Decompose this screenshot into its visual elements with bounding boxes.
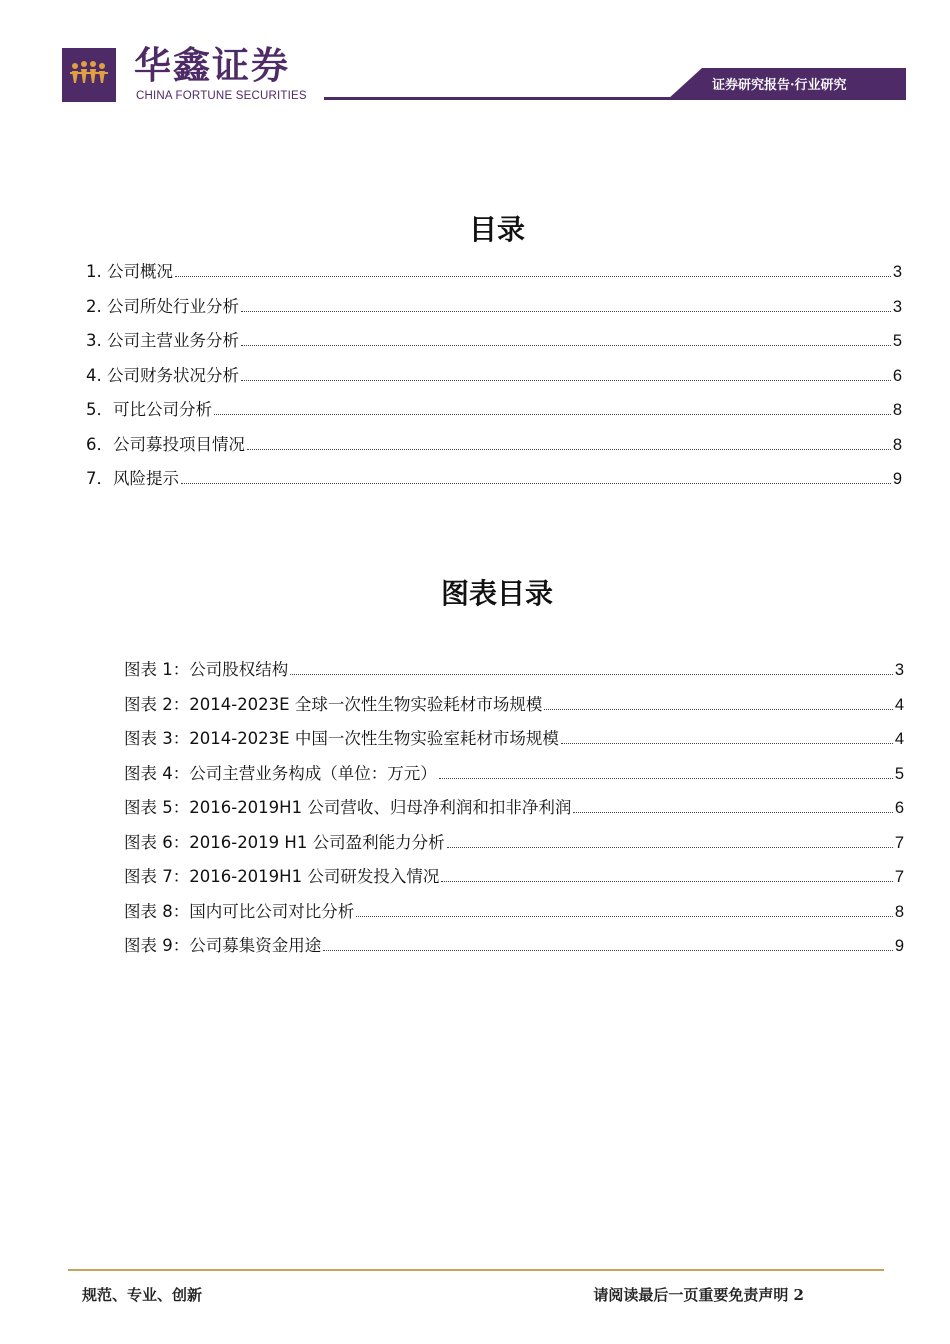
figures-icon — [62, 48, 116, 102]
figure-item-label: 图表 9：公司募集资金用途 — [124, 936, 322, 955]
toc-item-page: 9 — [892, 470, 902, 488]
figure-item-page: 8 — [894, 902, 904, 921]
figure-item[interactable] — [124, 794, 904, 829]
figure-item[interactable] — [124, 932, 904, 967]
toc-item-page: 3 — [892, 263, 902, 281]
figures-title: 图表目录 — [440, 577, 553, 610]
figure-item-label: 图表 5：2016-2019H1 公司营收、归母净利润和扣非净利润 — [124, 798, 572, 817]
brand-name-en: CHINA FORTUNE SECURITIES — [136, 90, 307, 102]
figure-item-page: 6 — [894, 799, 904, 817]
figure-item[interactable] — [124, 691, 904, 726]
dot-leader — [573, 812, 892, 813]
toc-item-label: 3. 公司主营业务分析 — [86, 331, 239, 350]
dot-leader — [181, 483, 891, 484]
toc-item-page: 5 — [892, 332, 902, 350]
dot-leader — [323, 950, 893, 951]
toc-item[interactable] — [86, 293, 902, 328]
toc-item-label: 4. 公司财务状况分析 — [86, 365, 239, 385]
dot-leader — [356, 916, 893, 917]
figure-item-page: 4 — [894, 730, 904, 748]
figure-item[interactable] — [124, 898, 904, 933]
toc-title: 目录 — [468, 213, 525, 246]
toc-item-label: 7．风险提示 — [86, 469, 179, 488]
figure-item-label: 图表 6：2016-2019 H1 公司盈利能力分析 — [124, 832, 445, 852]
toc-item-page: 8 — [892, 401, 902, 419]
figure-item-page: 7 — [894, 868, 904, 886]
dot-leader — [561, 743, 893, 744]
figure-item[interactable] — [124, 725, 904, 760]
figure-item-page: 3 — [894, 661, 904, 679]
report-tag-text: 证券研究报告·行业研究 — [712, 78, 847, 93]
footer-slogan: 规范、专业、创新 — [82, 1286, 203, 1304]
dot-leader — [214, 414, 891, 415]
figure-item-label: 图表 3：2014-2023E 中国一次性生物实验室耗材市场规模 — [124, 729, 559, 748]
brand-name-cn: 华鑫证券 — [134, 44, 290, 87]
toc-item-page: 8 — [892, 435, 902, 454]
dot-leader — [241, 311, 891, 312]
dot-leader — [439, 778, 893, 779]
toc-item-page: 3 — [892, 297, 902, 316]
toc-item[interactable] — [86, 396, 902, 431]
toc-list — [86, 258, 902, 500]
dot-leader — [175, 276, 891, 277]
dot-leader — [544, 709, 892, 710]
dot-leader — [241, 345, 891, 346]
footer-disclaimer: 请阅读最后一页重要免责声明 2 — [593, 1286, 804, 1304]
figure-item[interactable] — [124, 829, 904, 864]
figure-item[interactable] — [124, 863, 904, 898]
toc-item-page: 6 — [892, 366, 902, 385]
figure-item-label: 图表 8：国内可比公司对比分析 — [124, 901, 355, 921]
dot-leader — [290, 674, 893, 675]
figure-item-page: 4 — [894, 695, 904, 714]
toc-item[interactable] — [86, 362, 902, 397]
toc-item[interactable] — [86, 465, 902, 500]
dot-leader — [247, 449, 891, 450]
figure-item-label: 图表 1：公司股权结构 — [124, 660, 289, 679]
toc-item[interactable] — [86, 327, 902, 362]
figure-item-label: 图表 7：2016-2019H1 公司研发投入情况 — [124, 867, 440, 886]
figure-item-label: 图表 2：2014-2023E 全球一次性生物实验耗材市场规模 — [124, 694, 543, 714]
toc-item[interactable] — [86, 258, 902, 293]
figure-item[interactable] — [124, 760, 904, 795]
brand-logo — [62, 48, 116, 102]
figure-item-label: 图表 4：公司主营业务构成（单位：万元） — [124, 763, 437, 783]
toc-item-label: 5．可比公司分析 — [86, 400, 212, 419]
dot-leader — [441, 881, 892, 882]
toc-item-label: 2. 公司所处行业分析 — [86, 296, 239, 316]
toc-item-label: 1. 公司概况 — [86, 262, 173, 281]
figure-item-page: 7 — [894, 833, 904, 852]
footer-divider — [68, 1269, 884, 1271]
figures-list — [124, 656, 904, 967]
toc-item-label: 6．公司募投项目情况 — [86, 434, 245, 454]
figure-item-page: 5 — [894, 764, 904, 783]
dot-leader — [241, 380, 891, 381]
figure-item[interactable] — [124, 656, 904, 691]
toc-item[interactable] — [86, 431, 902, 466]
dot-leader — [447, 847, 893, 848]
figure-item-page: 9 — [894, 937, 904, 955]
